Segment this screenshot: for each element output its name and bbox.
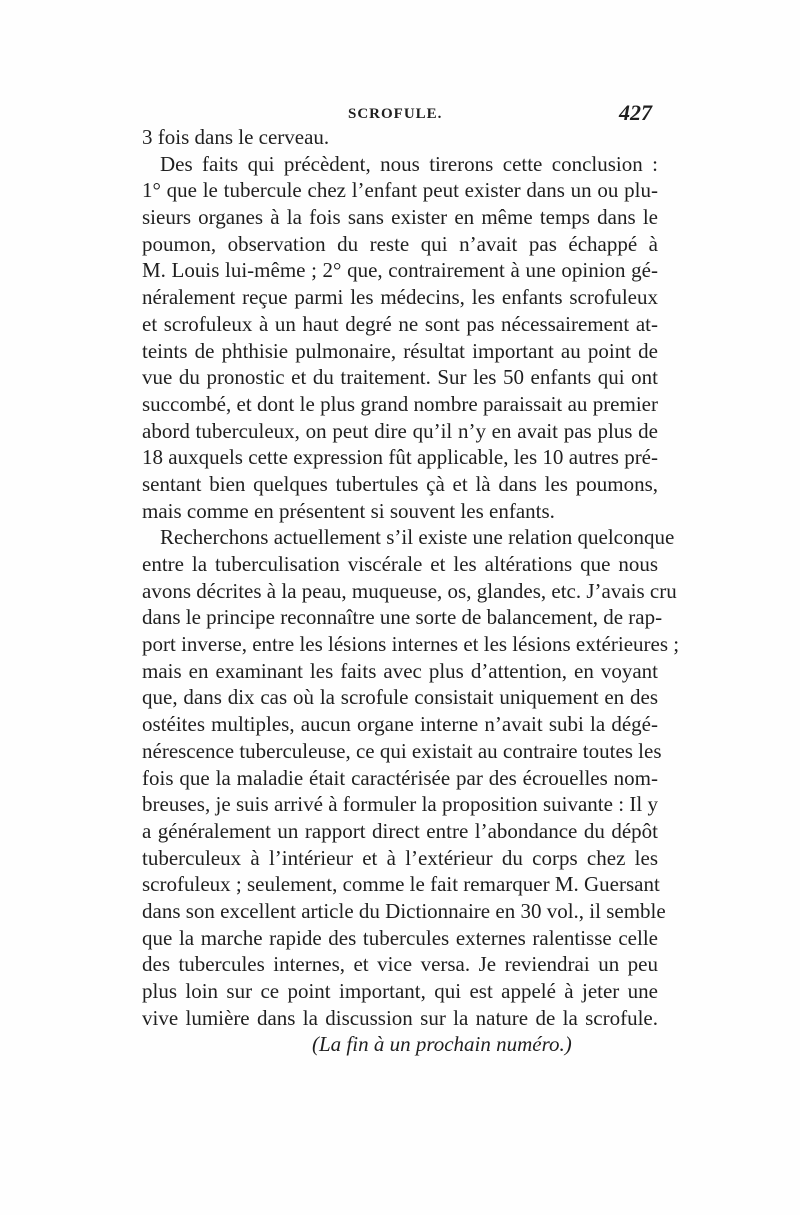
text-line: dans le principe reconnaître une sorte de balancement, de rap- (142, 605, 663, 630)
text-line: poumon, observation du reste qui n’avait pas échappé à (142, 231, 658, 256)
text-line: teints de phthisie pulmonaire, résultat important au point de (142, 338, 658, 363)
text-line: et scrofuleux à un haut degré ne sont pas nécessairement at- (142, 311, 658, 336)
running-title: SCROFULE. (348, 106, 443, 122)
text-line: 18 auxquels cette expression fût applicable, les 10 autres pré- (142, 445, 658, 470)
text-line: avons décrites à la peau, muqueuse, os, glandes, etc. J’avais cru (142, 578, 677, 603)
text-line: des tubercules internes, et vice versa. Je reviendrai un peu (142, 952, 658, 977)
end-note: (La fin à un prochain numéro.) (312, 1032, 572, 1057)
text-line: que la marche rapide des tubercules externes ralentisse celle (142, 925, 658, 950)
text-line: entre la tuberculisation viscérale et les altérations que nous (142, 552, 658, 576)
text-line: a généralement un rapport direct entre l’abondance du dépôt (142, 818, 658, 843)
text-line: néralement reçue parmi les médecins, les enfants scrofuleux (142, 285, 658, 310)
text-line: sentant bien quelques tubertules çà et là dans les poumons, (142, 471, 658, 496)
text-line: vue du pronostic et du traitement. Sur les 50 enfants qui ont (142, 365, 658, 390)
body-text (142, 124, 680, 1058)
text-line: 1° que le tubercule chez l’enfant peut exister dans un ou plu- (142, 178, 658, 203)
text-line: sieurs organes à la fois sans exister en même temps dans le (142, 205, 658, 230)
text-line: breuses, je suis arrivé à formuler la proposition suivante : Il y (142, 792, 658, 817)
text-line: dans son excellent article du Dictionnaire en 30 vol., il semble (142, 898, 666, 923)
text-line: Recherchons actuellement s’il existe une relation quelconque (160, 525, 675, 550)
text-line: nérescence tuberculeuse, ce qui existait au contraire toutes les (142, 738, 662, 763)
text-line: plus loin sur ce point important, qui est appelé à jeter une (142, 979, 658, 1003)
text-line: fois que la maladie était caractérisée par des écrouelles nom- (142, 765, 658, 790)
text-line: ostéites multiples, aucun organe interne n’avait subi la dégé- (142, 712, 658, 737)
page-number: 427 (619, 100, 652, 125)
text-line: que, dans dix cas où la scrofule consistait uniquement en des (142, 685, 658, 710)
text-line: vive lumière dans la discussion sur la nature de la scrofule. (142, 1005, 658, 1030)
text-line: abord tuberculeux, on peut dire qu’il n’y en avait pas plus de (142, 418, 658, 443)
text-line: mais en examinant les faits avec plus d’attention, en voyant (142, 658, 658, 683)
text-line: port inverse, entre les lésions internes et les lésions extérieures ; (142, 632, 680, 657)
text-line: succombé, et dont le plus grand nombre paraissait au premier (142, 391, 658, 416)
text-line: Des faits qui précèdent, nous tirerons cette conclusion : (160, 151, 658, 176)
text-line: mais comme en présentent si souvent les enfants. (142, 498, 555, 523)
text-line: scrofuleux ; seulement, comme le fait remarquer M. Guersant (142, 872, 660, 897)
text-line: M. Louis lui-même ; 2° que, contrairement à une opinion gé- (142, 258, 658, 283)
text-line: 3 fois dans le cerveau. (142, 125, 330, 149)
text-line: tuberculeux à l’intérieur et à l’extérieur du corps chez les (142, 845, 658, 870)
